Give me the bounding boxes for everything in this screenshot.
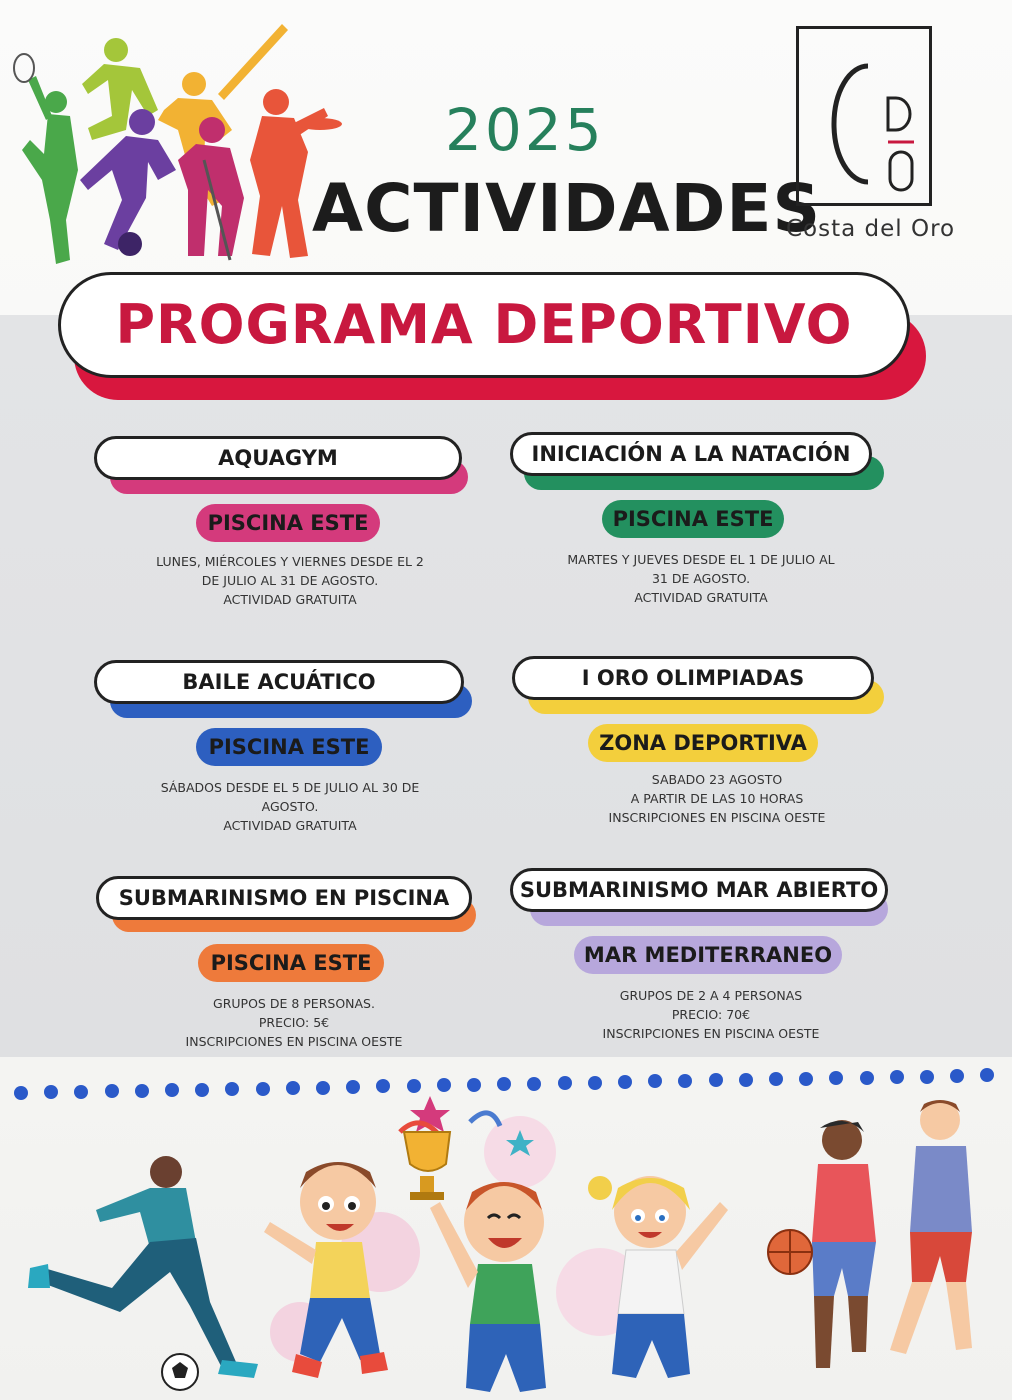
activity-location-pill: PISCINA ESTE — [196, 728, 382, 766]
description-line: GRUPOS DE 8 PERSONAS. — [213, 996, 375, 1011]
activity-location-pill: PISCINA ESTE — [198, 944, 384, 982]
description-line: ACTIVIDAD GRATUITA — [223, 592, 357, 607]
activity-title-natacion: INICIACIÓN A LA NATACIÓN — [510, 432, 872, 476]
activity-description — [536, 550, 866, 607]
description-line: A PARTIR DE LAS 10 HORAS — [630, 791, 804, 806]
divider-dot — [618, 1075, 632, 1089]
activity-title-baile-acuatico: BAILE ACUÁTICO — [94, 660, 464, 704]
divider-dot — [678, 1074, 692, 1088]
activity-description — [120, 778, 460, 835]
divider-dot — [769, 1072, 783, 1086]
description-line: SABADO 23 AGOSTO — [651, 772, 783, 787]
divider-dot — [739, 1073, 753, 1087]
description-line: INSCRIPCIONES EN PISCINA OESTE — [185, 1034, 403, 1049]
description-line: ACTIVIDAD GRATUITA — [223, 818, 357, 833]
sports-silhouettes-illustration — [8, 20, 348, 270]
page-title: ACTIVIDADES — [312, 170, 821, 247]
kids-sports-illustration — [0, 1092, 1012, 1400]
activity-location-pill: PISCINA ESTE — [602, 500, 784, 538]
activity-location-pill: PISCINA ESTE — [196, 504, 380, 542]
activity-title-submarinismo-piscina: SUBMARINISMO EN PISCINA — [96, 876, 472, 920]
divider-dot — [527, 1077, 541, 1091]
divider-dot — [890, 1070, 904, 1084]
activity-description — [546, 986, 876, 1043]
cdo-logo — [796, 26, 932, 206]
activity-title-olimpiadas: I ORO OLIMPIADAS — [512, 656, 874, 700]
activity-description — [134, 994, 454, 1051]
divider-dot — [799, 1072, 813, 1086]
divider-dot — [920, 1070, 934, 1084]
divider-dot — [467, 1078, 481, 1092]
activity-description — [120, 552, 460, 609]
logo-tagline: Costa del Oro — [786, 216, 956, 242]
description-line: PRECIO: 70€ — [671, 1007, 751, 1022]
year-label: 2025 — [445, 96, 605, 164]
divider-dot — [648, 1074, 662, 1088]
divider-dot — [860, 1071, 874, 1085]
description-line: INSCRIPCIONES EN PISCINA OESTE — [602, 1026, 820, 1041]
divider-dot — [558, 1076, 572, 1090]
description-line: INSCRIPCIONES EN PISCINA OESTE — [608, 810, 826, 825]
activity-description — [552, 770, 882, 827]
dotted-divider — [14, 1068, 998, 1088]
divider-dot — [950, 1069, 964, 1083]
divider-dot — [588, 1076, 602, 1090]
description-line: ACTIVIDAD GRATUITA — [634, 590, 768, 605]
description-line: MARTES Y JUEVES DESDE EL 1 DE JULIO AL — [567, 552, 835, 567]
activity-location-pill: ZONA DEPORTIVA — [588, 724, 818, 762]
description-line: AGOSTO. — [261, 799, 319, 814]
divider-dot — [980, 1068, 994, 1082]
divider-dot — [709, 1073, 723, 1087]
description-line: 31 DE AGOSTO. — [651, 571, 751, 586]
divider-dot — [437, 1078, 451, 1092]
description-line: GRUPOS DE 2 A 4 PERSONAS — [619, 988, 803, 1003]
program-banner: PROGRAMA DEPORTIVO — [115, 293, 853, 356]
divider-dot — [407, 1079, 421, 1093]
activity-title-aquagym: AQUAGYM — [94, 436, 462, 480]
description-line: SÁBADOS DESDE EL 5 DE JULIO AL 30 DE — [160, 780, 420, 795]
activity-location-pill: MAR MEDITERRANEO — [574, 936, 842, 974]
description-line: LUNES, MIÉRCOLES Y VIERNES DESDE EL 2 — [156, 554, 424, 569]
activity-title-submarinismo-mar: SUBMARINISMO MAR ABIERTO — [510, 868, 888, 912]
description-line: PRECIO: 5€ — [258, 1015, 330, 1030]
description-line: DE JULIO AL 31 DE AGOSTO. — [201, 573, 379, 588]
divider-dot — [829, 1071, 843, 1085]
